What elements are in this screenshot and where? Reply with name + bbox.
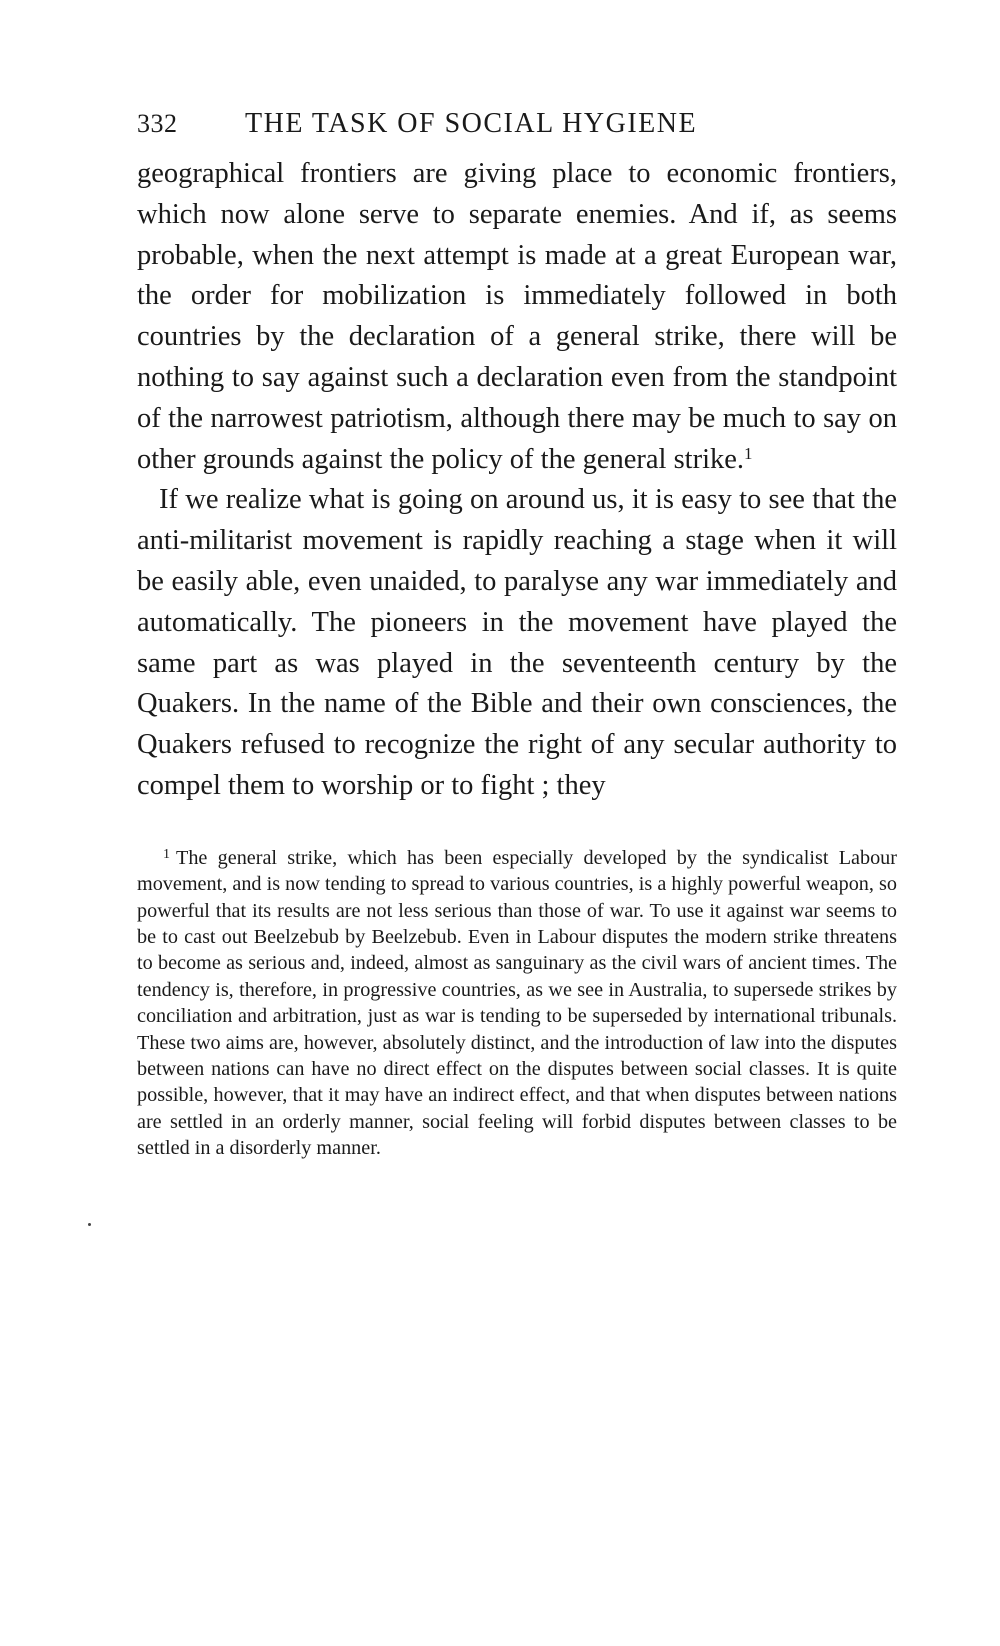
footnote-paragraph (137, 845, 897, 1162)
paragraph-1-text: geographical frontiers are giving place to economic frontiers, which now alone serve to separate enemies. And if, as seems probable, when the next attempt is made at a great European war, the order for mobilization is immediately followed in both countries by the declaration of a general strike, there will be nothing to say against such a declaration even from the standpoint of the narrowest patriotism, although there may be much to say on other grounds against the policy of the general strike. (137, 158, 897, 475)
running-title: THE TASK OF SOCIAL HYGIENE (245, 108, 698, 139)
paragraph-2: If we realize what is going on around us, it is easy to see that the anti-militarist movement is rapidly reaching a stage when it will be easily able, even unaided, to paralyse any war immediately and automatically. The pioneers in the movement have played the same part as was played in the seventeenth century by the Quakers. In the name of the Bible and their own consciences, the Quakers refused to recognize the right of any secular authority to compel them to worship or to fight ; they (137, 484, 897, 801)
footnote-text: The general strike, which has been especially developed by the syndicalist Labour movement, and is now tending to spread to various countries, is a highly powerful weapon, so powerful that its results are not less serious than those of war. To use it against war seems to be to cast out Beelzebub by Beelzebub. Even in Labour disputes the modern strike threatens to become as serious and, indeed, almost as sanguinary as the civil wars of ancient times. The tendency is, therefore, in progressive countries, as we see in Australia, to supersede strikes by conciliation and arbitration, just as war is tending to be superseded by international tribunals. These two aims are, however, absolutely distinct, and the introduction of law into the disputes between nations can have no direct effect on the disputes between social classes. It is quite possible, however, that it may have an indirect effect, and that when disputes between nations are settled in an orderly manner, social feeling will forbid disputes between classes to be settled in a disorderly manner. (137, 846, 897, 1160)
page-number: 332 (137, 109, 178, 138)
book-page (137, 108, 897, 1162)
footnotes (137, 845, 897, 1162)
main-text (137, 154, 897, 807)
footnote-mark: 1 (163, 846, 170, 862)
print-speck (88, 1223, 91, 1226)
footnote-reference[interactable]: 1 (744, 443, 753, 463)
paragraph-1 (137, 154, 897, 480)
footnote-1 (137, 845, 897, 1162)
running-head (137, 108, 897, 154)
